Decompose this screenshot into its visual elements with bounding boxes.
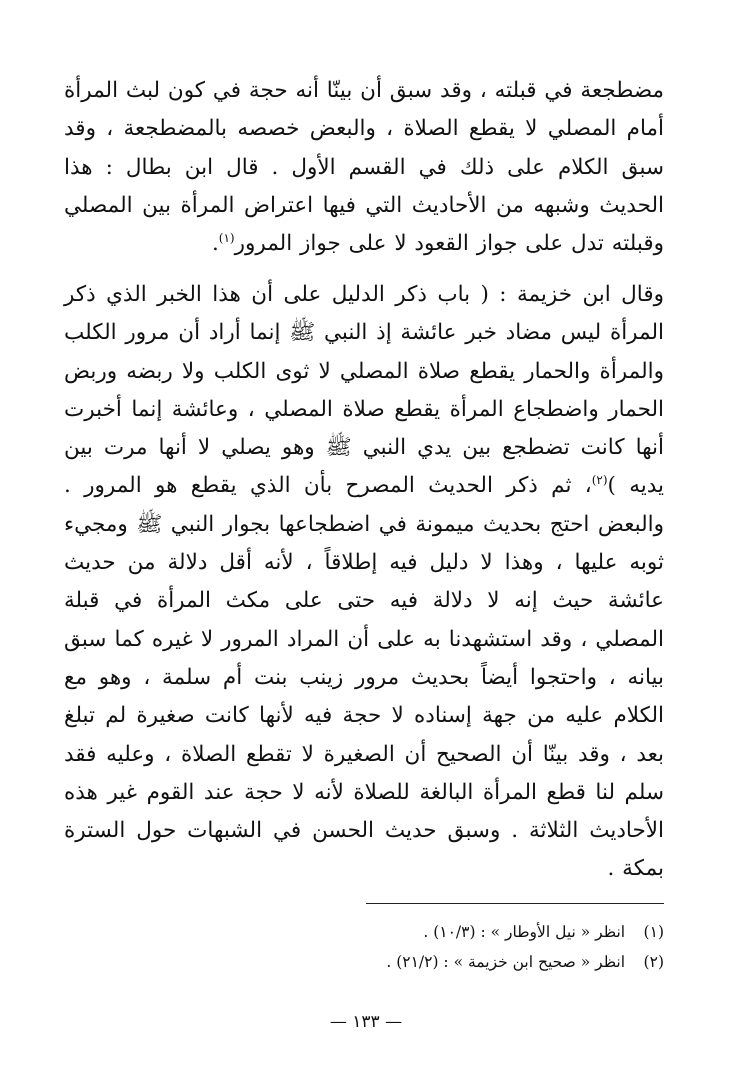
- footnote-2-number: (٢): [643, 953, 664, 971]
- paragraph-1: [64, 72, 664, 263]
- paragraph-2-continuation: ، ثم ذكر الحديث المصرح بأن الذي يقطع هو المرور . والبعض احتج بحديث ميمونة في اضطجاعها بجوار النبي ﷺ ومجيء ثوبه عليها ، وهذا لا دليل فيه إطلاقاً ، لأنه أقل دلالة من حديث عائشة حيث إنه لا دلالة فيه حتى على مكث المرأة في قبلة المصلي ، وقد استشهدنا به على أن المراد المرور لا غيره كما سبق بيانه ، واحتجوا أيضاً بحديث مرور زينب بنت أم سلمة ، وهو مع الكلام عليه من جهة إسناده لا حجة فيه لأنها كانت صغيرة لم تبلغ بعد ، وقد بينّا أن الصحيح أن الصغيرة لا تقطع الصلاة ، وعليه فقد سلم لنا قطع المرأة البالغة للصلاة لأنه لا حجة عند القوم غير هذه الأحاديث الثلاثة . وسبق حديث الحسن في الشبهات حول السترة بمكة .: [64, 473, 664, 882]
- page-number: — ١٣٣ —: [329, 1012, 403, 1032]
- paragraph-2-quote: وقال ابن خزيمة : ( باب ذكر الدليل على أن هذا الخبر الذي ذكر المرأة ليس مضاد خبر عائشة إذ النبي ﷺ إنما أراد أن مرور الكلب والمرأة والحمار يقطع صلاة المصلي لا ثوى الكلب ولا ربضه وربض الحمار واضطجاع المرأة يقطع صلاة المصلي ، وعائشة إنما أخبرت أنها كانت تضطجع بين يدي النبي ﷺ وهو يصلي لا أنها مرت بين يديه ): [64, 282, 664, 499]
- footnote-1-text: انظر « نيل الأوطار » : (١٠/٣) .: [423, 923, 626, 941]
- footnote-2: [386, 951, 664, 973]
- footnote-1-number: (١): [643, 923, 664, 941]
- footnote-ref-2: (٢): [591, 473, 608, 488]
- paragraph-1-text: مضطجعة في قبلته ، وقد سبق أن بينّا أنه حجة في كون لبث المرأة أمام المصلي لا يقطع الصلاة ، والبعض خصصه بالمضطجعة ، وقد سبق الكلام على ذلك في القسم الأول . قال ابن بطال : هذا الحديث وشبهه من الأحاديث التي فيها اعتراض المرأة بين المصلي وقبلته تدل على جواز القعود لا على جواز المرور: [64, 78, 664, 257]
- paragraph-1-period: .: [211, 231, 219, 257]
- footnote-1: [423, 921, 664, 943]
- footnote-2-text: انظر « صحيح ابن خزيمة » : (٢١/٢) .: [386, 953, 626, 971]
- footnote-ref-1: (١): [218, 231, 235, 246]
- paragraph-2: [64, 276, 664, 889]
- footnote-divider: [366, 903, 664, 904]
